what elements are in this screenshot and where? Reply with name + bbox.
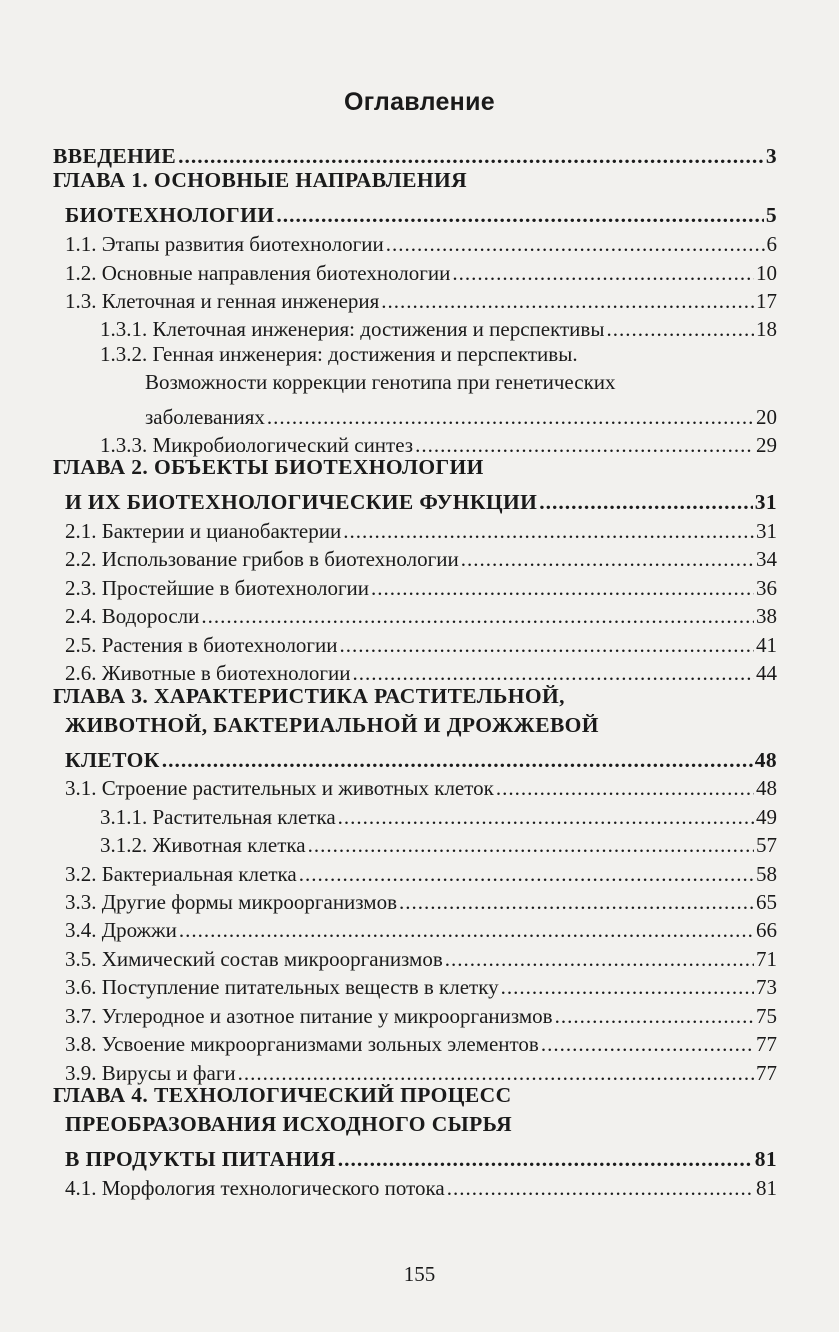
toc-entry-title: Возможности коррекции генотипа при генетических [145,370,616,394]
toc-entry[interactable] [65,513,777,543]
toc-entry[interactable] [53,684,777,714]
toc-entry[interactable] [65,570,777,600]
toc-entry-title: 3.5. Химический состав микроорганизмов [65,947,443,971]
toc-entry-title: 2.3. Простейшие в биотехнологии [65,576,370,600]
toc-entry[interactable] [65,969,777,999]
toc-entry-page: 41 [756,633,777,657]
toc-entry-title: КЛЕТОК [65,748,160,772]
toc-entry-page: 71 [756,947,777,971]
toc-entry[interactable] [100,311,777,341]
toc-entry-title: 2.2. Использование грибов в биотехнологии [65,547,459,571]
toc-entry-page: 17 [756,289,777,313]
toc-entry-page: 48 [754,748,777,772]
toc-entry[interactable] [65,226,777,256]
toc-entry-title: ГЛАВА 2. ОБЪЕКТЫ БИОТЕХНОЛОГИИ [53,455,484,479]
toc-entry-title: 1.2. Основные направления биотехнологии [65,261,451,285]
leader-dots [445,947,754,971]
toc-entry-continuation[interactable] [145,399,777,429]
toc-entry-page: 65 [756,890,777,914]
leader-dots [541,1032,754,1056]
leader-dots [415,433,754,457]
leader-dots [539,490,752,514]
leader-dots [299,862,754,886]
toc-entry[interactable] [65,770,777,800]
toc-entry-title: 3.4. Дрожжи [65,918,177,942]
leader-dots [178,144,764,168]
toc-entry[interactable] [65,541,777,571]
leader-dots [179,918,754,942]
toc-entry[interactable] [65,655,777,685]
leader-dots [276,203,764,227]
toc-entry[interactable] [65,283,777,313]
toc-entry-title: И ИХ БИОТЕХНОЛОГИЧЕСКИЕ ФУНКЦИИ [65,490,538,514]
toc-entry-page: 75 [756,1004,777,1028]
toc-entry-page: 77 [756,1061,777,1085]
toc-entry-title: 3.8. Усвоение микроорганизмами зольных элементов [65,1032,539,1056]
toc-entry[interactable] [65,484,777,514]
toc-entry-page: 31 [754,490,777,514]
toc-entry[interactable] [65,856,777,886]
toc-entry-title: 2.4. Водоросли [65,604,200,628]
toc-entry[interactable] [53,1083,777,1113]
toc-entry[interactable] [65,941,777,971]
toc-entry-title: 3.1. Строение растительных и животных клеток [65,776,494,800]
toc-entry-page: 58 [756,862,777,886]
leader-dots [501,975,754,999]
toc-entry-title: 3.9. Вирусы и фаги [65,1061,236,1085]
toc-entry[interactable] [100,827,777,857]
leader-dots [162,748,753,772]
toc-entry-title: 3.2. Бактериальная клетка [65,862,297,886]
toc-entry-continuation[interactable] [65,1141,777,1171]
toc-entry-title: 3.6. Поступление питательных веществ в клетку [65,975,499,999]
leader-dots [308,833,754,857]
page-title: Оглавление [344,88,495,116]
toc-entry-page: 44 [756,661,777,685]
toc-entry[interactable] [65,598,777,628]
leader-dots [555,1004,754,1028]
toc-entry[interactable] [65,884,777,914]
toc-entry-title: БИОТЕХНОЛОГИИ [65,203,275,227]
toc-entry-page: 81 [756,1176,777,1200]
toc-entry-page: 36 [756,576,777,600]
toc-entry-page: 77 [756,1032,777,1056]
toc-entry[interactable] [65,998,777,1028]
toc-entry[interactable] [100,799,777,829]
leader-dots [238,1061,754,1085]
leader-dots [267,405,754,429]
toc-entry-title: 3.1.1. Растительная клетка [100,805,336,829]
toc-entry[interactable] [65,255,777,285]
toc-entry-title: ЖИВОТНОЙ, БАКТЕРИАЛЬНОЙ И ДРОЖЖЕВОЙ [65,713,599,737]
leader-dots [340,633,754,657]
toc-entry[interactable] [65,1055,777,1085]
toc-entry-page: 48 [756,776,777,800]
leader-dots [338,1147,753,1171]
toc-entry-continuation [65,1112,777,1142]
toc-entry-title: 1.3.2. Генная инженерия: достижения и перспективы. [100,342,578,366]
toc-entry-title: 4.1. Морфология технологического потока [65,1176,445,1200]
toc-entry-title: 1.3.3. Микробиологический синтез [100,433,414,457]
toc-entry-page: 18 [756,317,777,341]
toc-entry-page: 49 [756,805,777,829]
toc-entry-title: 1.3.1. Клеточная инженерия: достижения и перспективы [100,317,605,341]
toc-entry-title: В ПРОДУКТЫ ПИТАНИЯ [65,1147,336,1171]
leader-dots [201,604,754,628]
toc-entry-page: 81 [754,1147,777,1171]
toc-entry[interactable] [100,342,777,372]
toc-entry-title: ПРЕОБРАЗОВАНИЯ ИСХОДНОГО СЫРЬЯ [65,1112,513,1136]
toc-entry-title: 2.6. Животные в биотехнологии [65,661,351,685]
toc-entry[interactable] [53,168,777,198]
toc-entry-title: 3.7. Углеродное и азотное питание у микроорганизмов [65,1004,553,1028]
toc-entry-page: 57 [756,833,777,857]
leader-dots [452,261,754,285]
toc-entry[interactable] [65,197,777,227]
toc-entry-continuation[interactable] [65,742,777,772]
leader-dots [352,661,754,685]
toc-entry-page: 66 [756,918,777,942]
leader-dots [461,547,754,571]
toc-entry-title: 2.5. Растения в биотехнологии [65,633,338,657]
toc-entry[interactable] [65,627,777,657]
toc-entry[interactable] [100,427,777,457]
toc-entry-page: 3 [765,144,777,168]
leader-dots [371,576,754,600]
toc-entry-page: 34 [756,547,777,571]
toc-entry-title: 1.3. Клеточная и генная инженерия [65,289,380,313]
toc-entry-title: 3.3. Другие формы микроорганизмов [65,890,398,914]
toc-entry-title: ВВЕДЕНИЕ [53,144,177,168]
toc-entry-title: 3.1.2. Животная клетка [100,833,306,857]
leader-dots [381,289,754,313]
toc-entry-page: 20 [756,405,777,429]
toc-entry-continuation [145,370,777,400]
toc-entry[interactable] [65,912,777,942]
leader-dots [496,776,754,800]
toc-entry-title: 1.1. Этапы развития биотехнологии [65,232,384,256]
toc-entry-title: ГЛАВА 3. ХАРАКТЕРИСТИКА РАСТИТЕЛЬНОЙ, [53,684,565,708]
leader-dots [343,519,754,543]
leader-dots [399,890,754,914]
toc-entry-page: 31 [756,519,777,543]
toc-entry-title: заболеваниях [145,405,265,429]
toc-entry-page: 6 [766,232,777,256]
leader-dots [447,1176,754,1200]
leader-dots [338,805,754,829]
leader-dots [606,317,754,341]
toc-entry-title: ГЛАВА 1. ОСНОВНЫЕ НАПРАВЛЕНИЯ [53,168,468,192]
toc-entry-title: ГЛАВА 4. ТЕХНОЛОГИЧЕСКИЙ ПРОЦЕСС [53,1083,512,1107]
leader-dots [386,232,765,256]
toc-entry-page: 38 [756,604,777,628]
toc-entry-page: 73 [756,975,777,999]
toc-entry[interactable] [53,138,777,168]
toc-entry[interactable] [65,1170,777,1200]
page-number: 155 [403,1262,436,1286]
toc-entry-title: 2.1. Бактерии и цианобактерии [65,519,342,543]
toc-entry-continuation [65,713,777,743]
toc-entry-page: 29 [756,433,777,457]
toc-entry-page: 10 [756,261,777,285]
toc-entry-page: 5 [765,203,777,227]
toc-entry[interactable] [65,1026,777,1056]
toc-entry[interactable] [53,455,777,485]
